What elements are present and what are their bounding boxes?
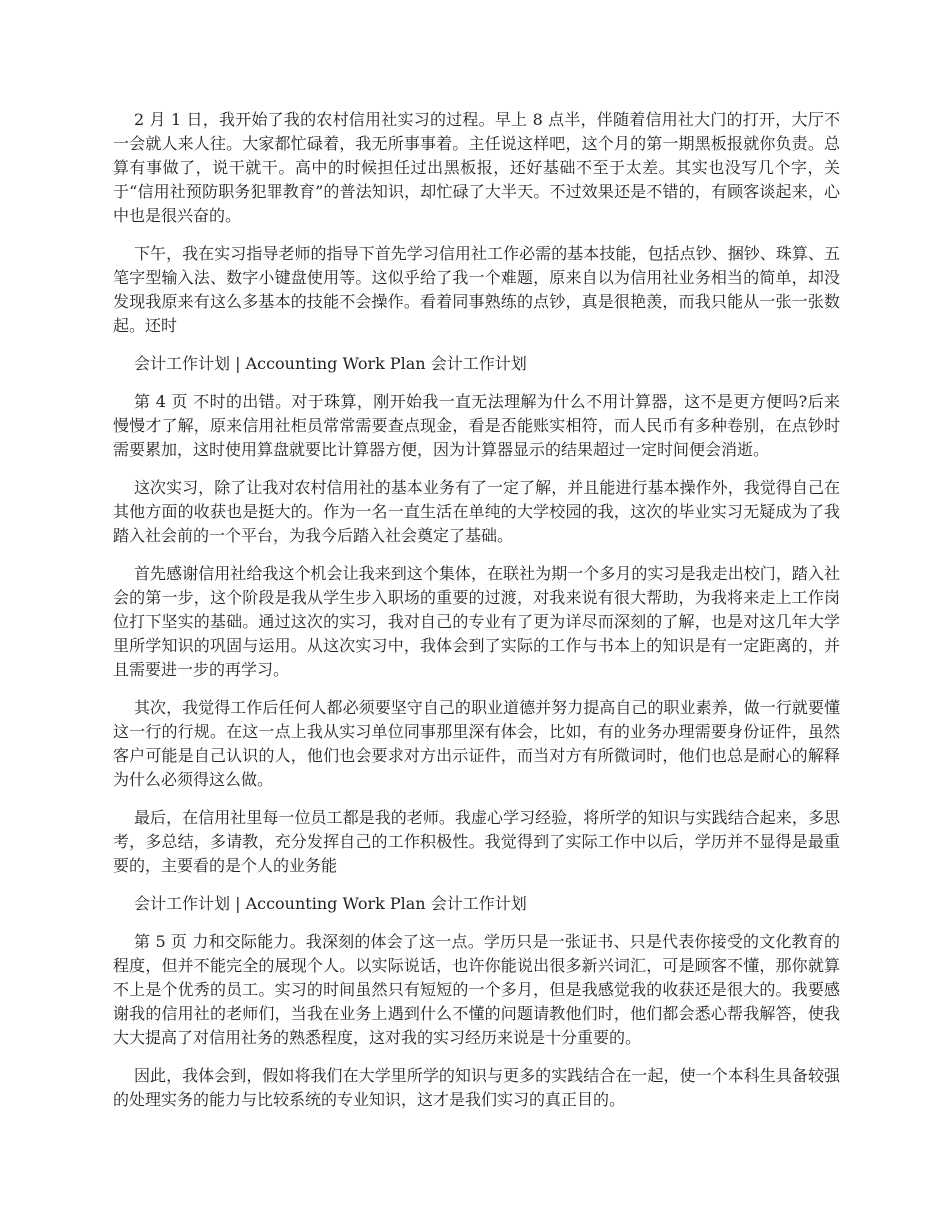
paragraph-afternoon-skills: 下午，我在实习指导老师的指导下首先学习信用社工作必需的基本技能，包括点钞、捆钞、珠算、五笔字型输入法、数字小键盘使用等。这似乎给了我一个难题，原来自以为信用社业务相当的简单，却没发现我原来有这么多基本的技能不会操作。看着同事熟练的点钞，真是很艳羡，而我只能从一张一张数起。还时 (113, 244, 840, 335)
running-header: 会计工作计划 | Accounting Work Plan 会计工作计划 (134, 894, 527, 913)
paragraph-colleagues-teachers: 最后，在信用社里每一位员工都是我的老师。我虚心学习经验，将所学的知识与实践结合起来，多思考，多总结，多请教，充分发挥自己的工作积极性。我觉得到了实际工作中以后，学历并不显得是最重要的，主要看的是个人的业务能 (113, 808, 840, 875)
paragraph-conclusion: 因此，我体会到，假如将我们在大学里所学的知识与更多的实践结合在一起，使一个本科生具备较强的处理实务的能力与比较系统的专业知识，这才是我们实习的真正目的。 (113, 1066, 840, 1109)
paragraph-internship-start: 2 月 1 日，我开始了我的农村信用社实习的过程。早上 8 点半，伴随着信用社大门的打开，大厅不一会就人来人往。大家都忙碌着，我无所事事着。主任说这样吧，这个月的第一期黑板报就你负责。总算有事做了，说干就干。高中的时候担任过出黑板报，还好基础不至于太差。其实也没写几个字，关于“信用社预防职务犯罪教育”的普法知识，却忙碌了大半天。不过效果还是不错的，有顾客谈起来，心中也是很兴奋的。 (113, 110, 840, 225)
paragraph-professional-ethics: 其次，我觉得工作后任何人都必须要坚守自己的职业道德并努力提高自己的职业素养，做一行就要懂这一行的行规。在这一点上我从实习单位同事那里深有体会，比如，有的业务办理需要身份证件，虽然客户可能是自己认识的人，他们也会要求对方出示证件，而当对方有所微词时，他们也总是耐心的解释为什么必须得这么做。 (113, 698, 840, 789)
document-page (113, 108, 840, 1126)
paragraph-page-4: 第 4 页 不时的出错。对于珠算，刚开始我一直无法理解为什么不用计算器，这不是更方便吗?后来慢慢才了解，原来信用社柜员常常需要查点现金，看是否能账实相符，而人民币有多种卷别，在点钞时需要累加，这时使用算盘就要比计算器方便，因为计算器显示的结果超过一定时间便会消逝。 (113, 392, 840, 459)
paragraph-internship-gains: 这次实习，除了让我对农村信用社的基本业务有了一定了解，并且能进行基本操作外，我觉得自己在其他方面的收获也是挺大的。作为一名一直生活在单纯的大学校园的我，这次的毕业实习无疑成为了我踏入社会前的一个平台，为我今后踏入社会奠定了基础。 (113, 478, 840, 545)
paragraph-page-5: 第 5 页 力和交际能力。我深刻的体会了这一点。学历只是一张证书、只是代表你接受的文化教育的程度，但并不能完全的展现个人。以实际说话，也许你能说出很多新兴词汇，可是顾客不懂，那你就算不上是个优秀的员工。实习的时间虽然只有短短的一个多月，但是我感觉我的收获还是很大的。我要感谢我的信用社的老师们，当我在业务上遇到什么不懂的问题请教他们时，他们都会悉心帮我解答，使我大大提高了对信用社务的熟悉程度，这对我的实习经历来说是十分重要的。 (113, 932, 840, 1047)
running-header: 会计工作计划 | Accounting Work Plan 会计工作计划 (134, 354, 527, 373)
paragraph-thanks: 首先感谢信用社给我这个机会让我来到这个集体，在联社为期一个多月的实习是我走出校门，踏入社会的第一步，这个阶段是我从学生步入职场的重要的过渡，对我来说有很大帮助，为我将来走上工作岗位打下坚实的基础。通过这次的实习，我对自己的专业有了更为详尽而深刻的了解，也是对这几年大学里所学知识的巩固与运用。从这次实习中，我体会到了实际的工作与书本上的知识是有一定距离的，并且需要进一步的再学习。 (113, 564, 840, 679)
